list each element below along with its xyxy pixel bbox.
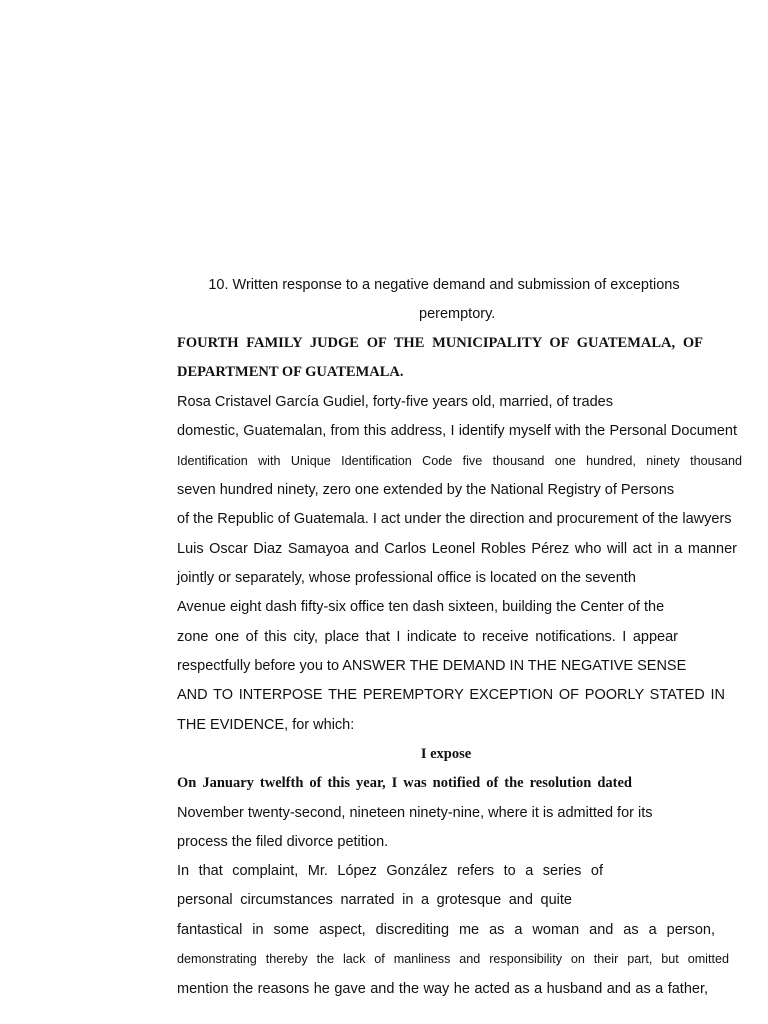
body-line-11: AND TO INTERPOSE THE PEREMPTORY EXCEPTION OF POORLY STATED IN: [177, 687, 725, 703]
addressee-line-2: DEPARTMENT OF GUATEMALA.: [177, 364, 404, 380]
expose-line-8: mention the reasons he gave and the way he acted as a husband and as a father,: [177, 981, 708, 997]
expose-line-4: In that complaint, Mr. López González refers to a series of: [177, 863, 603, 879]
body-line-1: Rosa Cristavel García Gudiel, forty-five years old, married, of trades: [177, 394, 613, 410]
body-line-3: Identification with Unique Identification Code five thousand one hundred, ninety thousand: [177, 454, 742, 468]
expose-line-7: demonstrating thereby the lack of manliness and responsibility on their part, but omitted: [177, 952, 729, 966]
expose-line-3: process the filed divorce petition.: [177, 834, 389, 850]
body-line-10: respectfully before you to ANSWER THE DEMAND IN THE NEGATIVE SENSE: [177, 658, 687, 674]
expose-line-1: On January twelfth of this year, I was notified of the resolution dated: [177, 775, 632, 791]
expose-line-6: fantastical in some aspect, discrediting me as a woman and as a person,: [177, 922, 715, 938]
expose-line-5: personal circumstances narrated in a grotesque and quite: [177, 892, 572, 908]
body-line-9: zone one of this city, place that I indicate to receive notifications. I appear: [177, 629, 678, 645]
section-title: I expose: [420, 746, 472, 762]
body-line-4: seven hundred ninety, zero one extended by the National Registry of Persons: [177, 482, 675, 498]
body-line-8: Avenue eight dash fifty-six office ten dash sixteen, building the Center of the: [177, 599, 665, 615]
body-line-7: jointly or separately, whose professional office is located on the seventh: [177, 570, 636, 586]
body-line-6: Luis Oscar Diaz Samayoa and Carlos Leonel Robles Pérez who will act in a manner: [177, 541, 737, 557]
expose-line-2: November twenty-second, nineteen ninety-nine, where it is admitted for its: [177, 805, 653, 821]
document-heading-line-1: 10. Written response to a negative demand and submission of exceptions: [208, 277, 680, 293]
document-heading-line-2: peremptory.: [419, 306, 496, 322]
body-line-5: of the Republic of Guatemala. I act under the direction and procurement of the lawyers: [177, 511, 732, 527]
body-line-2: domestic, Guatemalan, from this address, I identify myself with the Personal Document: [177, 423, 737, 439]
body-line-12: THE EVIDENCE, for which:: [177, 717, 355, 733]
addressee-line-1: FOURTH FAMILY JUDGE OF THE MUNICIPALITY OF GUATEMALA, OF: [177, 335, 703, 351]
